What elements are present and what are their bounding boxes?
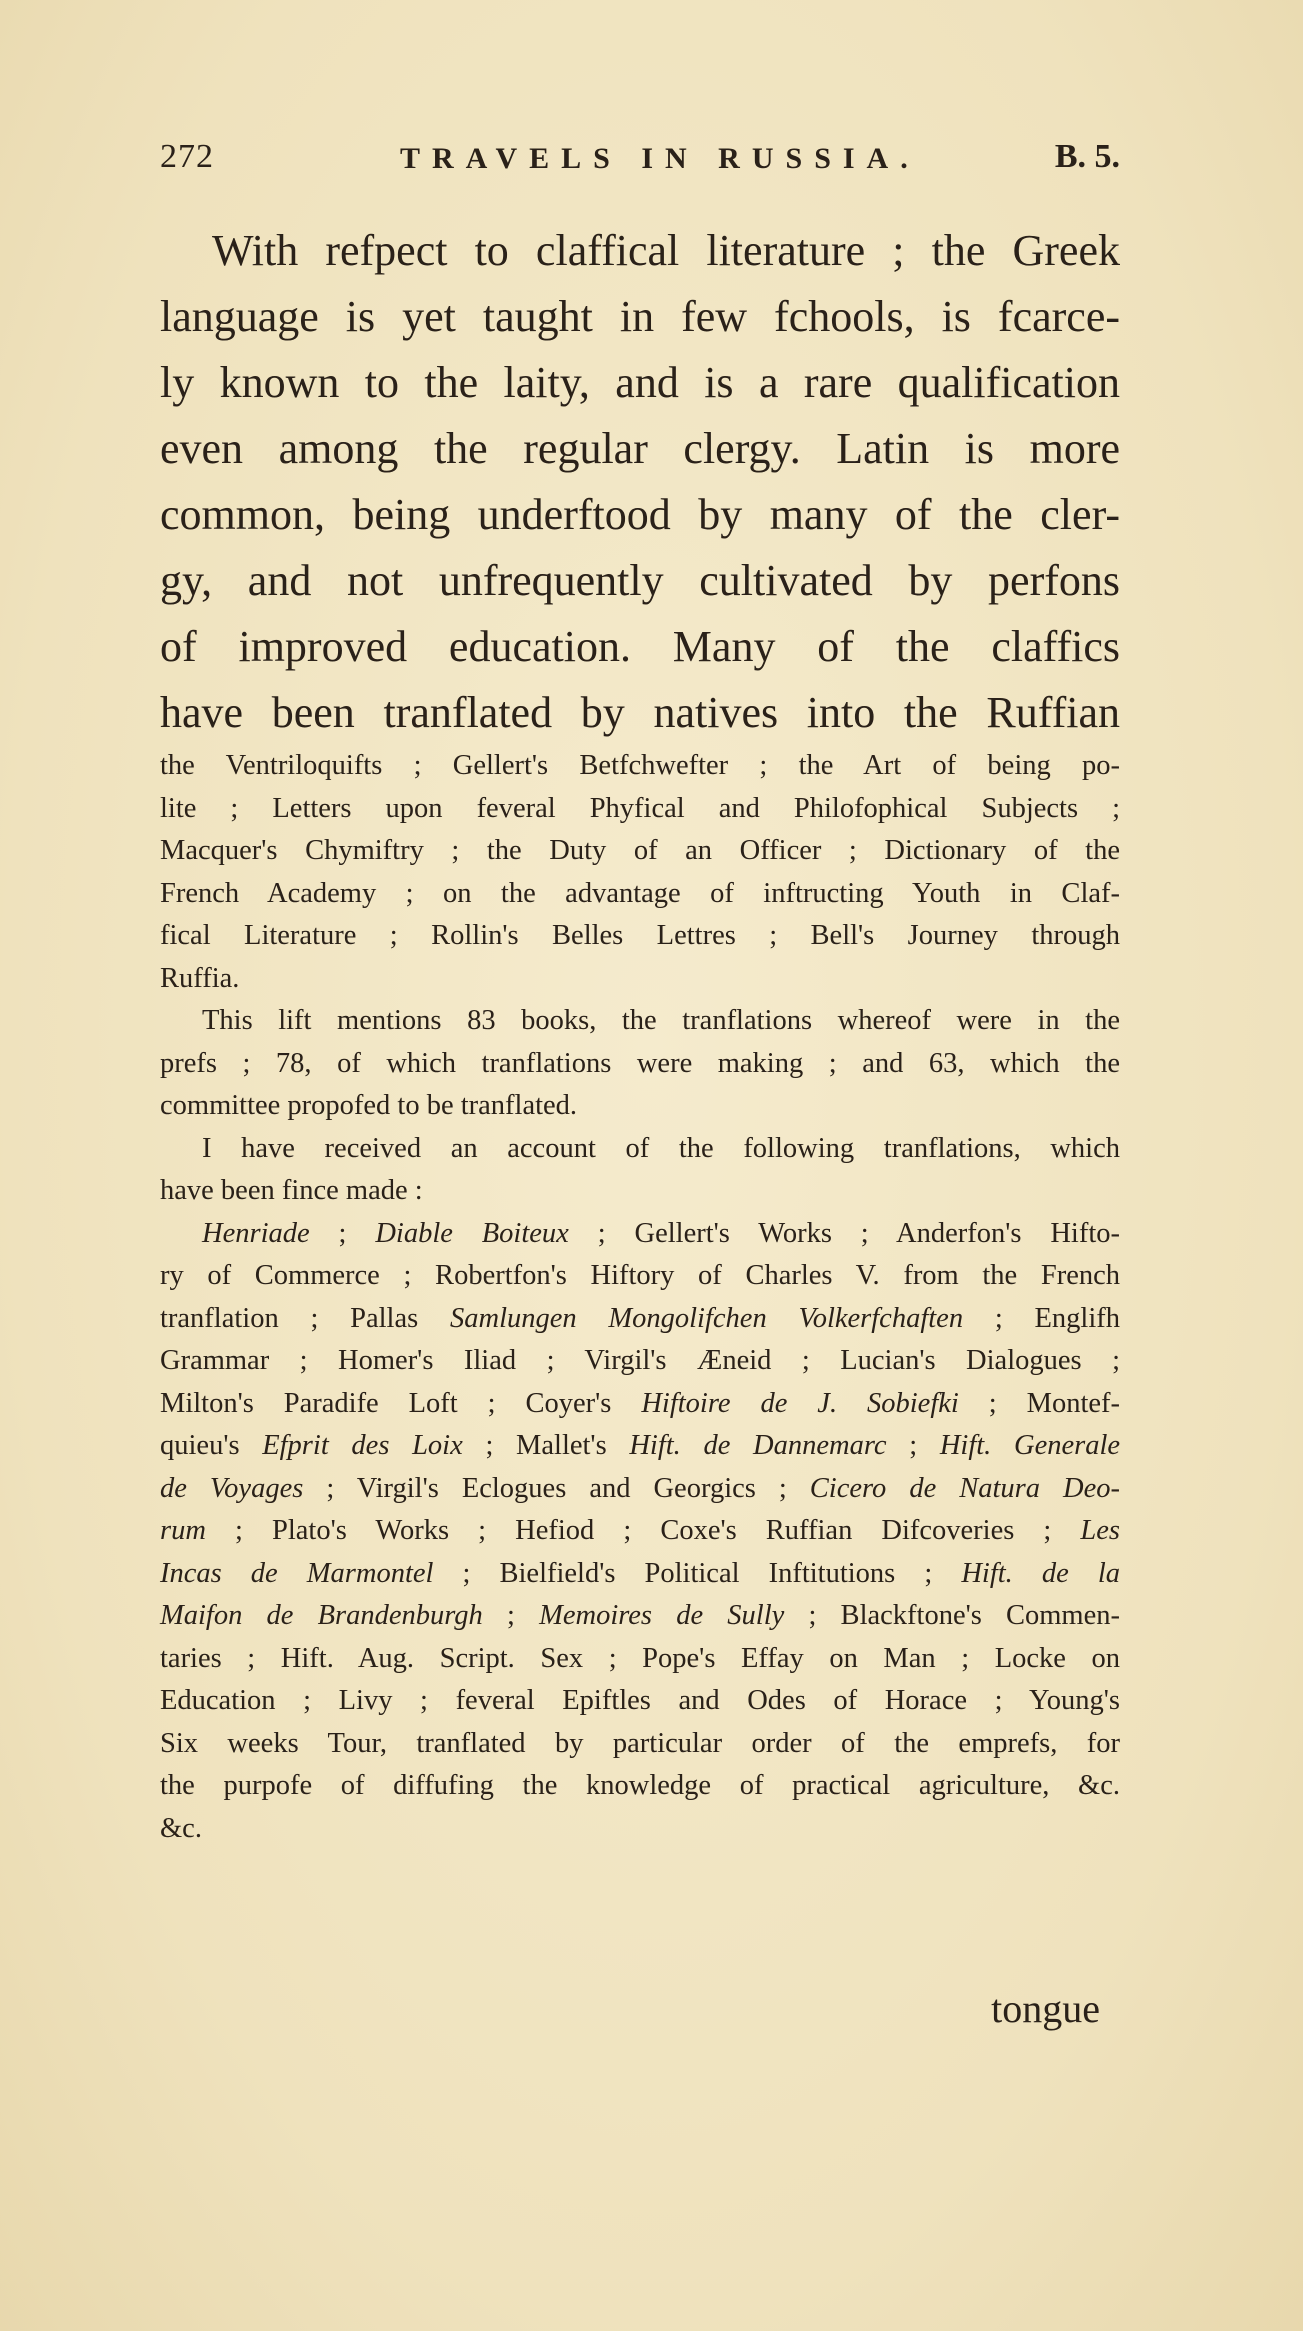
footnote-line: Incas de Marmontel ; Bielfield's Political Inftitutions ; Hift. de la <box>160 1557 1121 1589</box>
title-italic: Diable Boiteux <box>375 1217 569 1249</box>
footnote-line: quieu's Efprit des Loix ; Mallet's Hift. de Dannemarc ; Hift. Generale <box>160 1430 1121 1461</box>
main-line: gy, and not unfrequently cultivated by perfons <box>160 556 1120 605</box>
title-italic: Samlungen Mongolifchen Volkerfchaften <box>449 1302 964 1334</box>
footnote-line: prefs ; 78, of which tranflations were making ; and 63, which the <box>160 1047 1120 1079</box>
footnote-line: the Ventriloquifts ; Gellert's Betfchwefter ; the Art of being po- <box>160 750 1120 781</box>
title-italic: Incas de Marmontel <box>160 1557 434 1589</box>
footnote-line: tranflation ; Pallas Samlungen Mongolifchen Volkerfchaften ; Englifh <box>160 1302 1121 1334</box>
footnote-line: Henriade ; Diable Boiteux ; Gellert's Works ; Anderfon's Hifto- <box>202 1217 1120 1249</box>
footnote-line: de Voyages ; Virgil's Eclogues and Georgics ; Cicero de Natura Deo- <box>160 1472 1120 1504</box>
footnote-line: Milton's Paradife Loft ; Coyer's Hiftoire de J. Sobiefki ; Montef- <box>160 1387 1120 1419</box>
book-marker: B. 5. <box>1054 138 1120 175</box>
main-line: ly known to the laity, and is a rare qualification <box>160 358 1120 407</box>
main-line: With refpect to claffical literature ; the Greek <box>212 226 1120 275</box>
title-italic: Hift. de Dannemarc <box>629 1430 887 1461</box>
running-header <box>160 138 1120 188</box>
main-text <box>160 218 1120 746</box>
footnote-line: Education ; Livy ; feveral Epiftles and Odes of Horace ; Young's <box>160 1685 1120 1716</box>
main-line: even among the regular clergy. Latin is more <box>160 424 1120 473</box>
title-italic: Hift. Generale <box>939 1430 1121 1461</box>
title-italic: Efprit des Loix <box>262 1430 463 1461</box>
footnote <box>160 745 1120 1850</box>
title-italic: Les <box>1080 1515 1120 1546</box>
footnote-line: This lift mentions 83 books, the tranflations whereof were in the <box>202 1005 1120 1036</box>
footnote-line: ry of Commerce ; Robertfon's Hiftory of Charles V. from the French <box>160 1260 1120 1291</box>
footnote-line: French Academy ; on the advantage of inftructing Youth in Claf- <box>160 877 1120 909</box>
footnote-line: committee propofed to be tranflated. <box>160 1090 578 1121</box>
footnote-line: &c. <box>160 1812 202 1844</box>
title-italic: de Voyages <box>160 1472 304 1504</box>
footnote-line: Six weeks Tour, tranflated by particular order of the emprefs, for <box>160 1727 1120 1759</box>
main-line: language is yet taught in few fchools, is fcarce- <box>160 292 1120 341</box>
main-line: common, being underftood by many of the cler- <box>160 490 1120 539</box>
footnote-line: have been fince made : <box>160 1175 423 1206</box>
title-italic: Hiftoire de J. Sobiefki <box>641 1387 959 1419</box>
page-number: 272 <box>160 138 214 175</box>
main-line: have been tranflated by natives into the Ruffian <box>160 688 1120 737</box>
footnote-line: fical Literature ; Rollin's Belles Lettres ; Bell's Journey through <box>160 920 1120 951</box>
catchword: tongue <box>991 1986 1100 2031</box>
footnote-line: rum ; Plato's Works ; Hefiod ; Coxe's Ruffian Difcoveries ; Les <box>160 1515 1120 1546</box>
footnote-line: the purpofe of diffufing the knowledge of practical agriculture, &c. <box>160 1770 1120 1801</box>
footnote-line: Maifon de Brandenburgh ; Memoires de Sully ; Blackftone's Commen- <box>160 1600 1120 1631</box>
title-italic: rum <box>160 1515 206 1546</box>
footnote-line: Ruffia. <box>160 962 240 994</box>
running-title: TRAVELS IN RUSSIA. <box>400 142 920 175</box>
title-italic: Cicero de Natura Deo- <box>809 1472 1120 1504</box>
title-italic: Hift. de la <box>961 1557 1121 1589</box>
title-italic: Maifon de Brandenburgh <box>160 1600 483 1631</box>
title-italic: Henriade <box>202 1217 310 1249</box>
footnote-line: taries ; Hift. Aug. Script. Sex ; Pope's Effay on Man ; Locke on <box>160 1642 1120 1674</box>
main-line: of improved education. Many of the claffics <box>160 622 1120 671</box>
title-italic: Memoires de Sully <box>539 1600 785 1631</box>
footnote-line: Grammar ; Homer's Iliad ; Virgil's Æneid ; Lucian's Dialogues ; <box>160 1345 1120 1376</box>
footnote-line: Macquer's Chymiftry ; the Duty of an Officer ; Dictionary of the <box>160 835 1120 866</box>
footnote-line: lite ; Letters upon feveral Phyfical and Philofophical Subjects ; <box>160 792 1120 824</box>
footnote-line: I have received an account of the following tranflations, which <box>202 1132 1120 1164</box>
